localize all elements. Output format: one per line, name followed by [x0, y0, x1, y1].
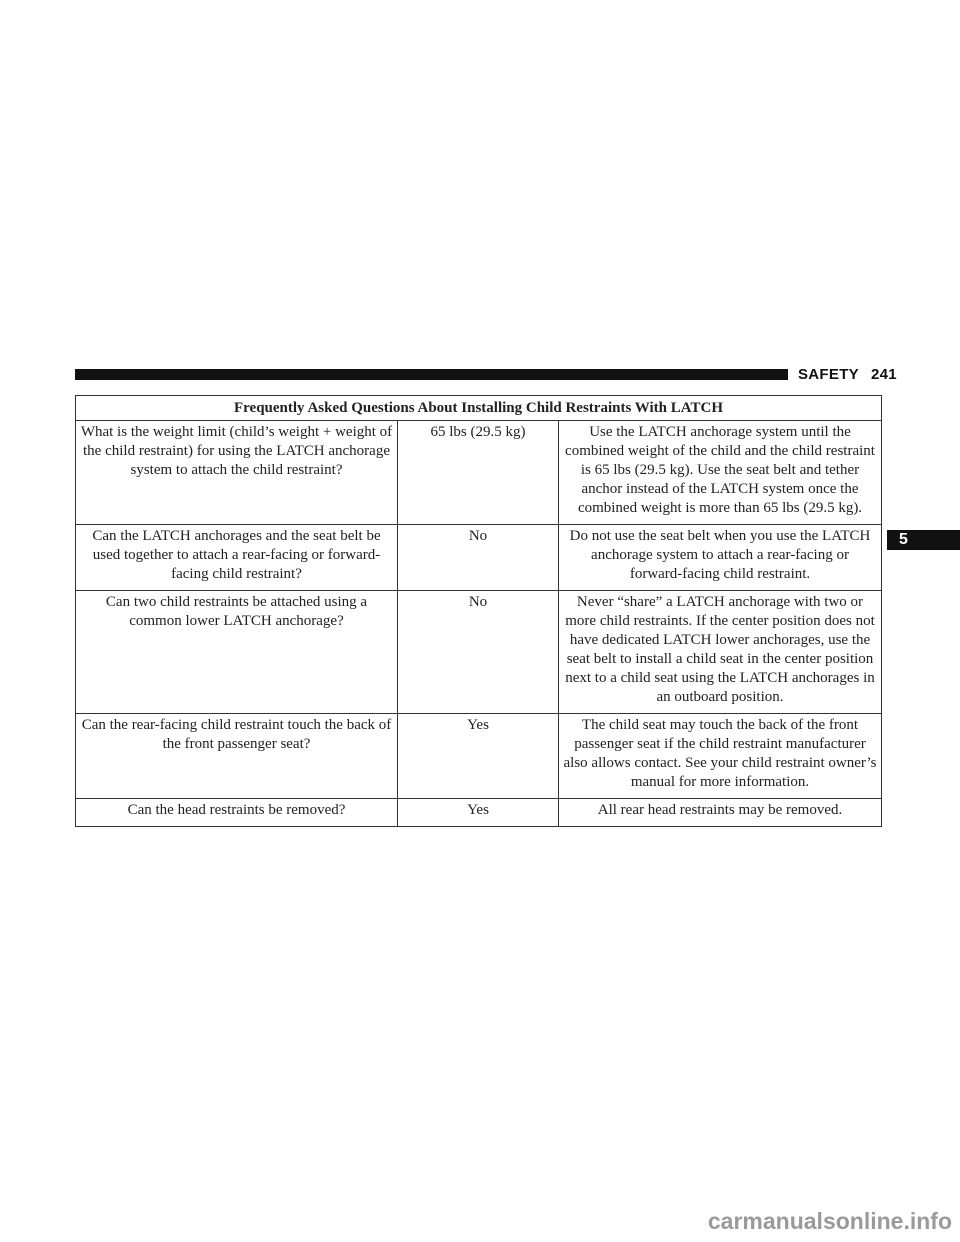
answer-cell: Yes: [398, 799, 559, 827]
explanation-cell: Never “share” a LATCH anchorage with two or more child restraints. If the center position does not have dedicated LATCH lower anchorages, use the seat belt to install a child seat in the center position next to a child seat using the LATCH anchorages in an outboard position.: [559, 591, 882, 714]
section-name: SAFETY: [798, 366, 859, 383]
source-watermark[interactable]: carmanualsonline.info: [707, 1208, 952, 1234]
table-title: Frequently Asked Questions About Installing Child Restraints With LATCH: [76, 396, 882, 421]
answer-cell: No: [398, 591, 559, 714]
table-row: [76, 525, 882, 591]
table-row: [76, 714, 882, 799]
answer-cell: 65 lbs (29.5 kg): [398, 421, 559, 525]
explanation-cell: All rear head restraints may be removed.: [559, 799, 882, 827]
question-cell: Can the rear-facing child restraint touch the back of the front passenger seat?: [76, 714, 398, 799]
explanation-cell: Use the LATCH anchorage system until the combined weight of the child and the child restraint is 65 lbs (29.5 kg). Use the seat belt and tether anchor instead of the LATCH system once the combined weight is more than 65 lbs (29.5 kg).: [559, 421, 882, 525]
faq-table: [75, 395, 882, 827]
question-cell: Can two child restraints be attached using a common lower LATCH anchorage?: [76, 591, 398, 714]
question-cell: Can the head restraints be removed?: [76, 799, 398, 827]
table-row: [76, 591, 882, 714]
question-cell: What is the weight limit (child’s weight + weight of the child restraint) for using the LATCH anchorage system to attach the child restraint?: [76, 421, 398, 525]
explanation-cell: Do not use the seat belt when you use the LATCH anchorage system to attach a rear-facing or forward-facing child restraint.: [559, 525, 882, 591]
running-header: [798, 366, 897, 384]
table-title-row: [76, 396, 882, 421]
explanation-cell: The child seat may touch the back of the front passenger seat if the child restraint manufacturer also allows contact. See your child restraint owner’s manual for more information.: [559, 714, 882, 799]
question-cell: Can the LATCH anchorages and the seat belt be used together to attach a rear-facing or forward-facing child restraint?: [76, 525, 398, 591]
answer-cell: Yes: [398, 714, 559, 799]
answer-cell: No: [398, 525, 559, 591]
table-row: [76, 421, 882, 525]
page-number: 241: [870, 366, 897, 383]
header-rule: [75, 369, 788, 380]
chapter-tab: 5: [887, 530, 960, 550]
table-row: [76, 799, 882, 827]
